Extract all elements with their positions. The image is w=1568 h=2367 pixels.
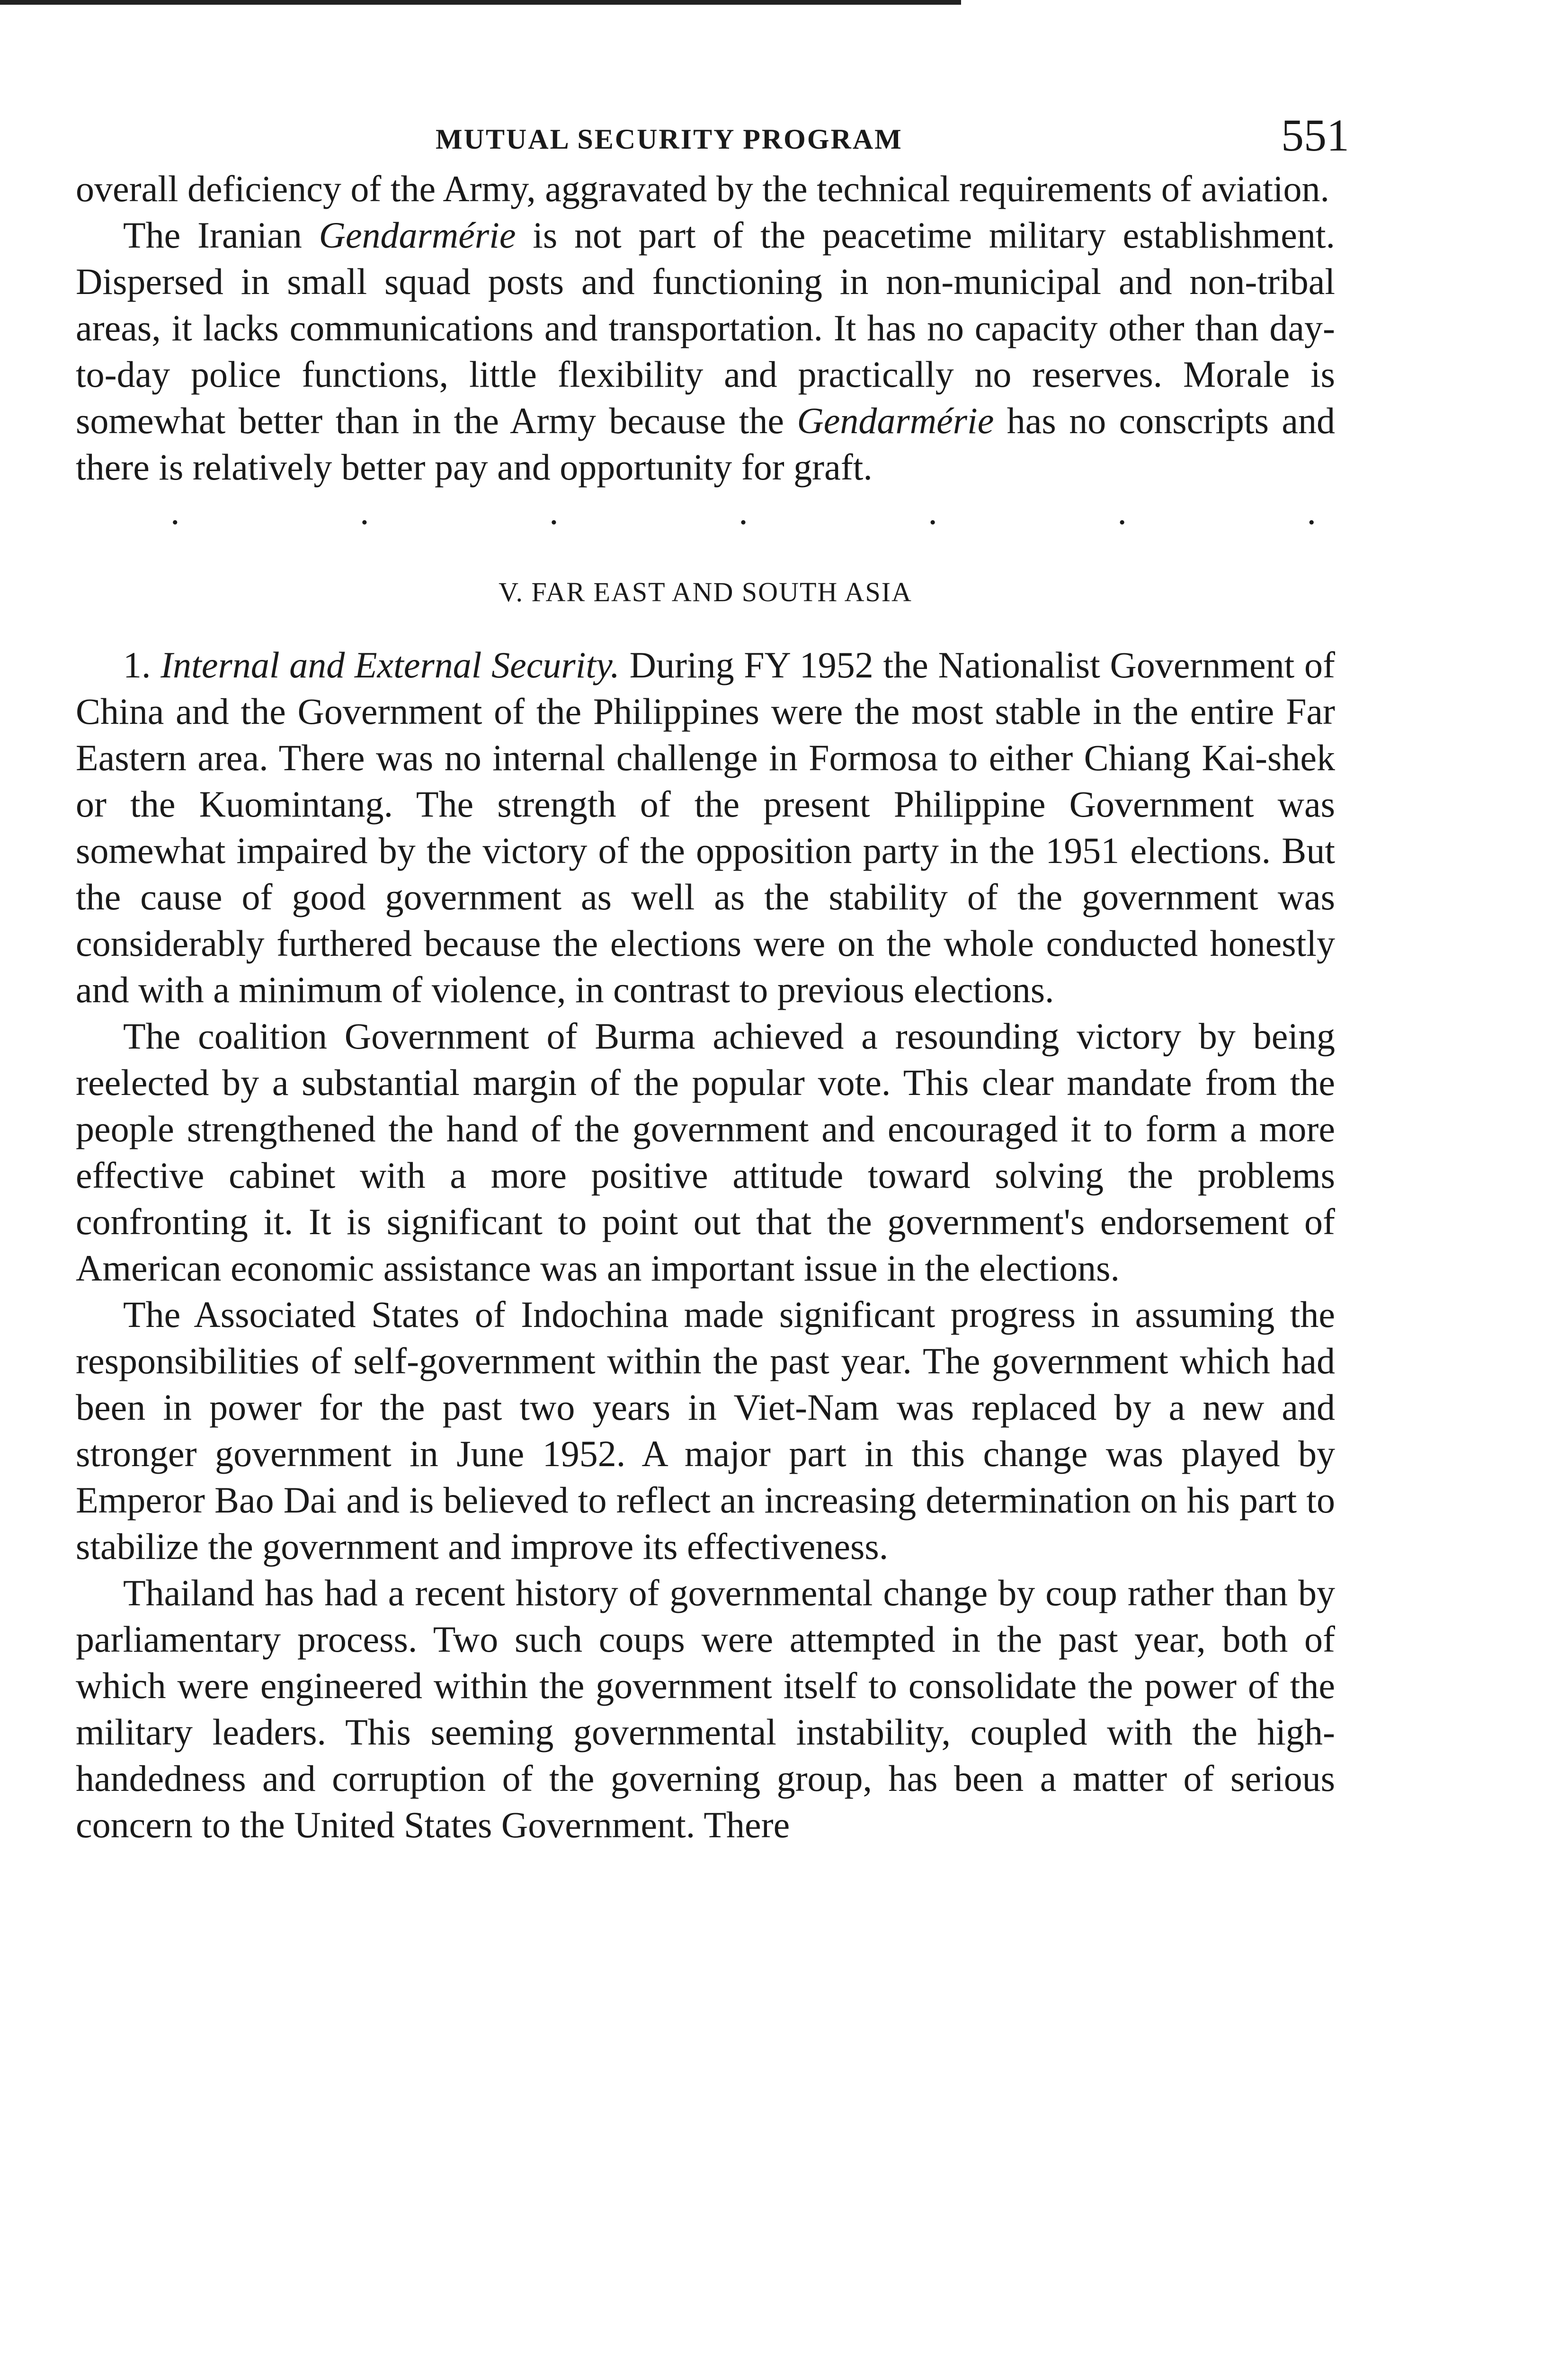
paragraph-aviation: overall deficiency of the Army, aggravated by the technical requirements of aviation. bbox=[76, 168, 1330, 209]
paragraph-text: is not part of the peacetime military establishment. Dispersed in small squad posts and functioning in non-municipal and non-tribal areas, it lacks communications and transportation. It has no capacity other than day-to-day police functions, little flexibility and practically no reserves. Morale is somewhat better than in the Army because the bbox=[76, 214, 1335, 441]
item-number: 1. bbox=[123, 644, 161, 685]
paragraph-text: During FY 1952 the Nationalist Government of China and the Government of the Philippines were the most stable in the entire Far Eastern area. There was no internal challenge in Formosa to either Chiang Kai-shek or the Kuomintang. The strength of the present Philippine Government was somewhat impaired by the victory of the opposition party in the 1951 elections. But the cause of good government as well as the stability of the government was considerably furthered because the elections were on the whole conducted honestly and with a minimum of violence, in contrast to previous elections. bbox=[76, 644, 1336, 1010]
paragraph-text: The Iranian bbox=[123, 214, 319, 256]
section-heading: V. FAR EAST AND SOUTH ASIA bbox=[499, 577, 912, 607]
ellipsis-dot: . bbox=[928, 491, 937, 532]
paragraph-text: has no conscripts and there is relatively better pay and opportunity for graft. bbox=[76, 400, 1335, 488]
italic-term: Gendarmérie bbox=[319, 214, 516, 256]
paragraph-gendarmerie bbox=[76, 212, 1335, 490]
ellipsis-dot: . bbox=[1117, 491, 1127, 532]
paragraph-burma: The coalition Government of Burma achieved a resounding victory by being reelected by a substantial margin of the popular vote. This clear mandate from the people strengthened the hand of the government and encouraged it to form a more effective cabinet with a more positive attitude toward solving the problems confronting it. It is significant to point out that the government's endorsement of American economic assistance was an important issue in the elections. bbox=[76, 1015, 1335, 1289]
italic-subheading: Internal and External Security. bbox=[160, 644, 620, 685]
running-head bbox=[76, 95, 1349, 166]
ellipsis-dot: . bbox=[549, 491, 559, 532]
italic-term: Gendarmérie bbox=[797, 400, 994, 441]
running-title: MUTUAL SECURITY PROGRAM bbox=[436, 124, 903, 155]
top-rule bbox=[0, 0, 961, 5]
ellipsis-dot: . bbox=[170, 491, 180, 532]
ellipsis-separator bbox=[76, 491, 1335, 533]
paragraph-thailand: Thailand has had a recent history of governmental change by coup rather than by parliamentary process. Two such coups were attempted in the past year, both of which were engineered within the government itself to consolidate the power of the military leaders. This seeming governmental instability, coupled with the high-handedness and corruption of the governing group, has been a matter of serious concern to the United States Government. There bbox=[76, 1572, 1335, 1845]
ellipsis-dot: . bbox=[1307, 491, 1316, 532]
paragraph-internal-security bbox=[76, 642, 1335, 1013]
document-page bbox=[76, 95, 1349, 1848]
page-number: 551 bbox=[1281, 110, 1349, 160]
paragraph-indochina: The Associated States of Indochina made significant progress in assuming the responsibilities of self-government within the past year. The government which had been in power for the past two years in Viet-Nam was replaced by a new and stronger government in June 1952. A major part in this change was played by Emperor Bao Dai and is believed to reflect an increasing determination on his part to stabilize the government and improve its effectiveness. bbox=[76, 1294, 1335, 1567]
ellipsis-dot: . bbox=[739, 491, 748, 532]
ellipsis-dot: . bbox=[360, 491, 369, 532]
